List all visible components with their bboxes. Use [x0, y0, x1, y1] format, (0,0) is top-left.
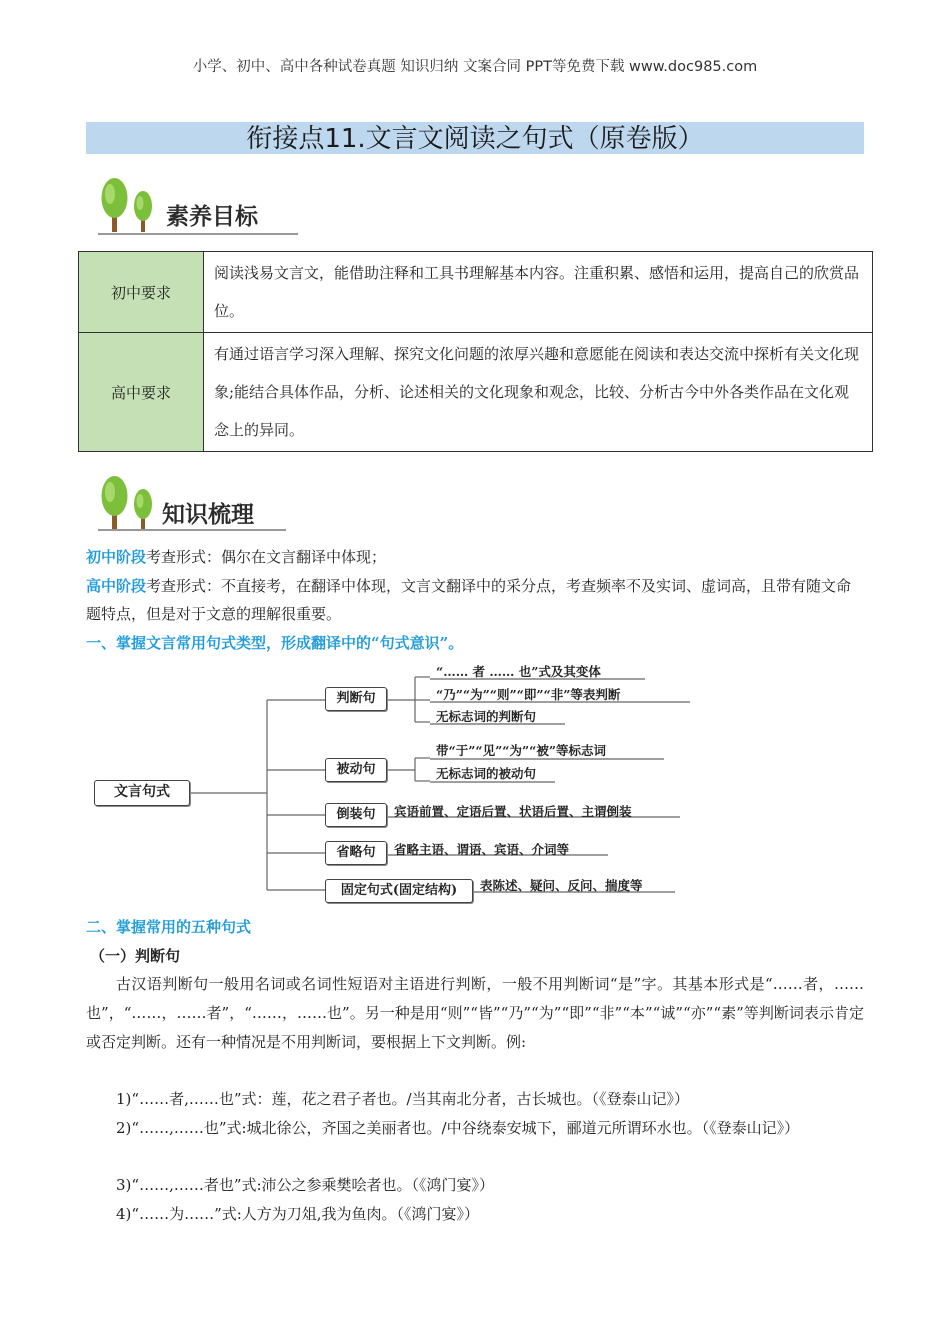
example-2: 2)“……,……也”式:城北徐公，齐国之美丽者也。/中谷绕泰安城下，郦道元所谓环水也。（《登泰山记》） [116, 1119, 800, 1137]
junior-text: 考查形式：偶尔在文言翻译中体现； [146, 548, 387, 566]
heading-two: 二、掌握常用的五种句式 [86, 918, 252, 936]
site-header: 小学、初中、高中各种试卷真题 知识归纳 文案合同 PPT等免费下载 www.doc985.com [192, 59, 758, 75]
page-title: 衔接点11.文言文阅读之句式（原卷版） [246, 124, 704, 154]
tree-icon [96, 474, 166, 534]
leaf-judgement-2: “乃”“为”“则”“即”“非”等表判断 [436, 687, 621, 702]
senior-text: 考查形式：不直接考，在翻译中体现，文言文翻译中的采分点，考查频率不及实词、虚词高，且带有随文命题特点，但是对于文意的理解很重要。 [86, 577, 852, 623]
row-text: 阅读浅易文言文，能借助注释和工具书理解基本内容。注重积累、感悟和运用，提高自己的欣赏品位。 [204, 252, 873, 333]
badge-title: 素养目标 [166, 204, 258, 230]
leaf-judgement-3: 无标志词的判断句 [436, 709, 537, 724]
tree-icon [96, 176, 166, 236]
sub-heading-judgement: （一）判断句 [90, 947, 181, 965]
branch-inverted: 倒装句 [325, 803, 387, 827]
junior-stage [86, 543, 866, 571]
branch-judgement: 判断句 [325, 687, 387, 711]
leaf-inverted-1: 宾语前置、定语后置、状语后置、主谓倒装 [394, 804, 632, 819]
leaf-fixed-1: 表陈述、疑问、反问、揣度等 [480, 878, 643, 893]
example-3: 3)“……,……者也”式:沛公之参乘樊哙者也。（《鸿门宴》） [116, 1176, 495, 1194]
badge-underline [98, 233, 298, 235]
branch-fixed: 固定句式(固定结构) [325, 879, 473, 903]
row-label: 高中要求 [79, 333, 204, 452]
senior-stage [86, 572, 866, 628]
section-badge-goals [96, 176, 306, 236]
badge-title: 知识梳理 [162, 502, 254, 528]
heading-one: 一、掌握文言常用句式类型，形成翻译中的“句式意识”。 [86, 634, 464, 652]
row-text: 有通过语言学习深入理解、探究文化问题的浓厚兴趣和意愿能在阅读和表达交流中探析有关文化现象;能结合具体作品，分析、论述相关的文化现象和观念，比较、分析古今中外各类作品在文化观念上的异同。 [204, 333, 873, 452]
example-4: 4)“……为……”式:人方为刀俎,我为鱼肉。（《鸿门宴》） [116, 1205, 480, 1223]
senior-label: 高中阶段 [86, 577, 147, 595]
table-row [79, 333, 873, 452]
diagram-root: 文言句式 [94, 780, 190, 806]
branch-omitted: 省略句 [325, 841, 387, 865]
leaf-judgement-1: “…… 者 …… 也”式及其变体 [436, 664, 601, 679]
junior-label: 初中阶段 [86, 548, 147, 566]
table-row [79, 252, 873, 333]
badge-underline [98, 529, 286, 531]
leaf-omitted-1: 省略主语、谓语、宾语、介词等 [394, 842, 570, 857]
leaf-passive-2: 无标志词的被动句 [436, 766, 537, 781]
leaf-passive-1: 带“于”“见”“为”“被”等标志词 [436, 743, 607, 758]
requirements-table [78, 251, 873, 452]
example-1: 1)“……者,……也”式：莲，花之君子者也。/当其南北分者，古长城也。（《登泰山记》） [116, 1090, 690, 1108]
section-badge-knowledge [96, 474, 296, 534]
row-label: 初中要求 [79, 252, 204, 333]
judgement-intro: 古汉语判断句一般用名词或名词性短语对主语进行判断，一般不用判断词“是”字。其基本形式是“……者，……也”，“……，……者”，“……，……也”。另一种是用“则”“皆”“乃”“为”“即”“非”“本”“诚”“亦”“素”等判断词表示肯定或否定判断。还有一种情况是不用判断词，要根据上下文判断。例: [86, 975, 864, 1051]
branch-passive: 被动句 [325, 758, 387, 782]
